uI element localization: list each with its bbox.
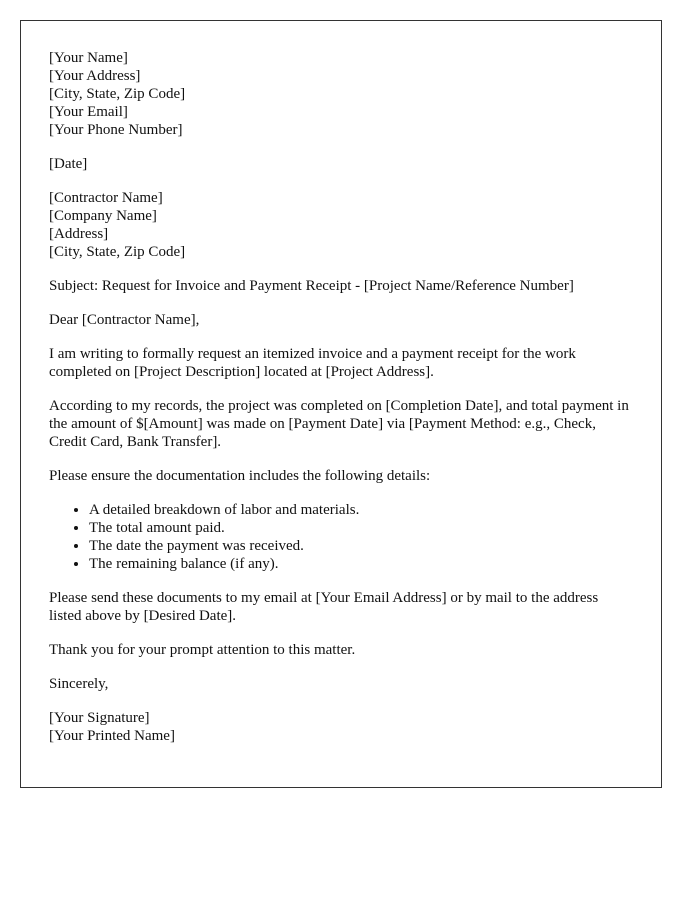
- signature-block: [49, 709, 633, 745]
- details-list: [49, 501, 633, 573]
- closing: Sincerely,: [49, 676, 109, 692]
- list-item: • The date the payment was received.: [89, 537, 633, 555]
- list-item: • The total amount paid.: [89, 519, 633, 537]
- signature: [Your Signature]: [49, 710, 150, 726]
- paragraph-details-intro: Please ensure the documentation includes the following details:: [49, 468, 431, 484]
- sender-city: [City, State, Zip Code]: [49, 86, 186, 102]
- recipient-city: [City, State, Zip Code]: [49, 244, 186, 260]
- recipient-block: [49, 189, 633, 261]
- paragraph-records: According to my records, the project was completed on [Completion Date], and total payment in the amount of $[Amount] was made on [Payment Date] via [Payment Method: e.g., Check, Credit Card, Bank Transfer].: [49, 398, 629, 450]
- sender-name: [Your Name]: [49, 50, 128, 66]
- paragraph-request: I am writing to formally request an itemized invoice and a payment receipt for the work completed on [Project Description] located at [Project Address].: [49, 346, 576, 380]
- paragraph-thanks: Thank you for your prompt attention to this matter.: [49, 642, 356, 658]
- printed-name: [Your Printed Name]: [49, 728, 175, 744]
- letter-date: [Date]: [49, 156, 88, 172]
- paragraph-send: Please send these documents to my email at [Your Email Address] or by mail to the address listed above by [Desired Date].: [49, 590, 599, 624]
- letter: [20, 20, 662, 788]
- recipient-company: [Company Name]: [49, 208, 157, 224]
- list-item: • The remaining balance (if any).: [89, 555, 633, 573]
- sender-phone: [Your Phone Number]: [49, 122, 183, 138]
- salutation: Dear [Contractor Name],: [49, 312, 200, 328]
- recipient-address: [Address]: [49, 226, 109, 242]
- sender-email: [Your Email]: [49, 104, 128, 120]
- list-item: • A detailed breakdown of labor and materials.: [89, 501, 633, 519]
- subject-line: Subject: Request for Invoice and Payment Receipt - [Project Name/Reference Number]: [49, 278, 574, 294]
- sender-address: [Your Address]: [49, 68, 141, 84]
- sender-block: [49, 49, 633, 139]
- recipient-name: [Contractor Name]: [49, 190, 163, 206]
